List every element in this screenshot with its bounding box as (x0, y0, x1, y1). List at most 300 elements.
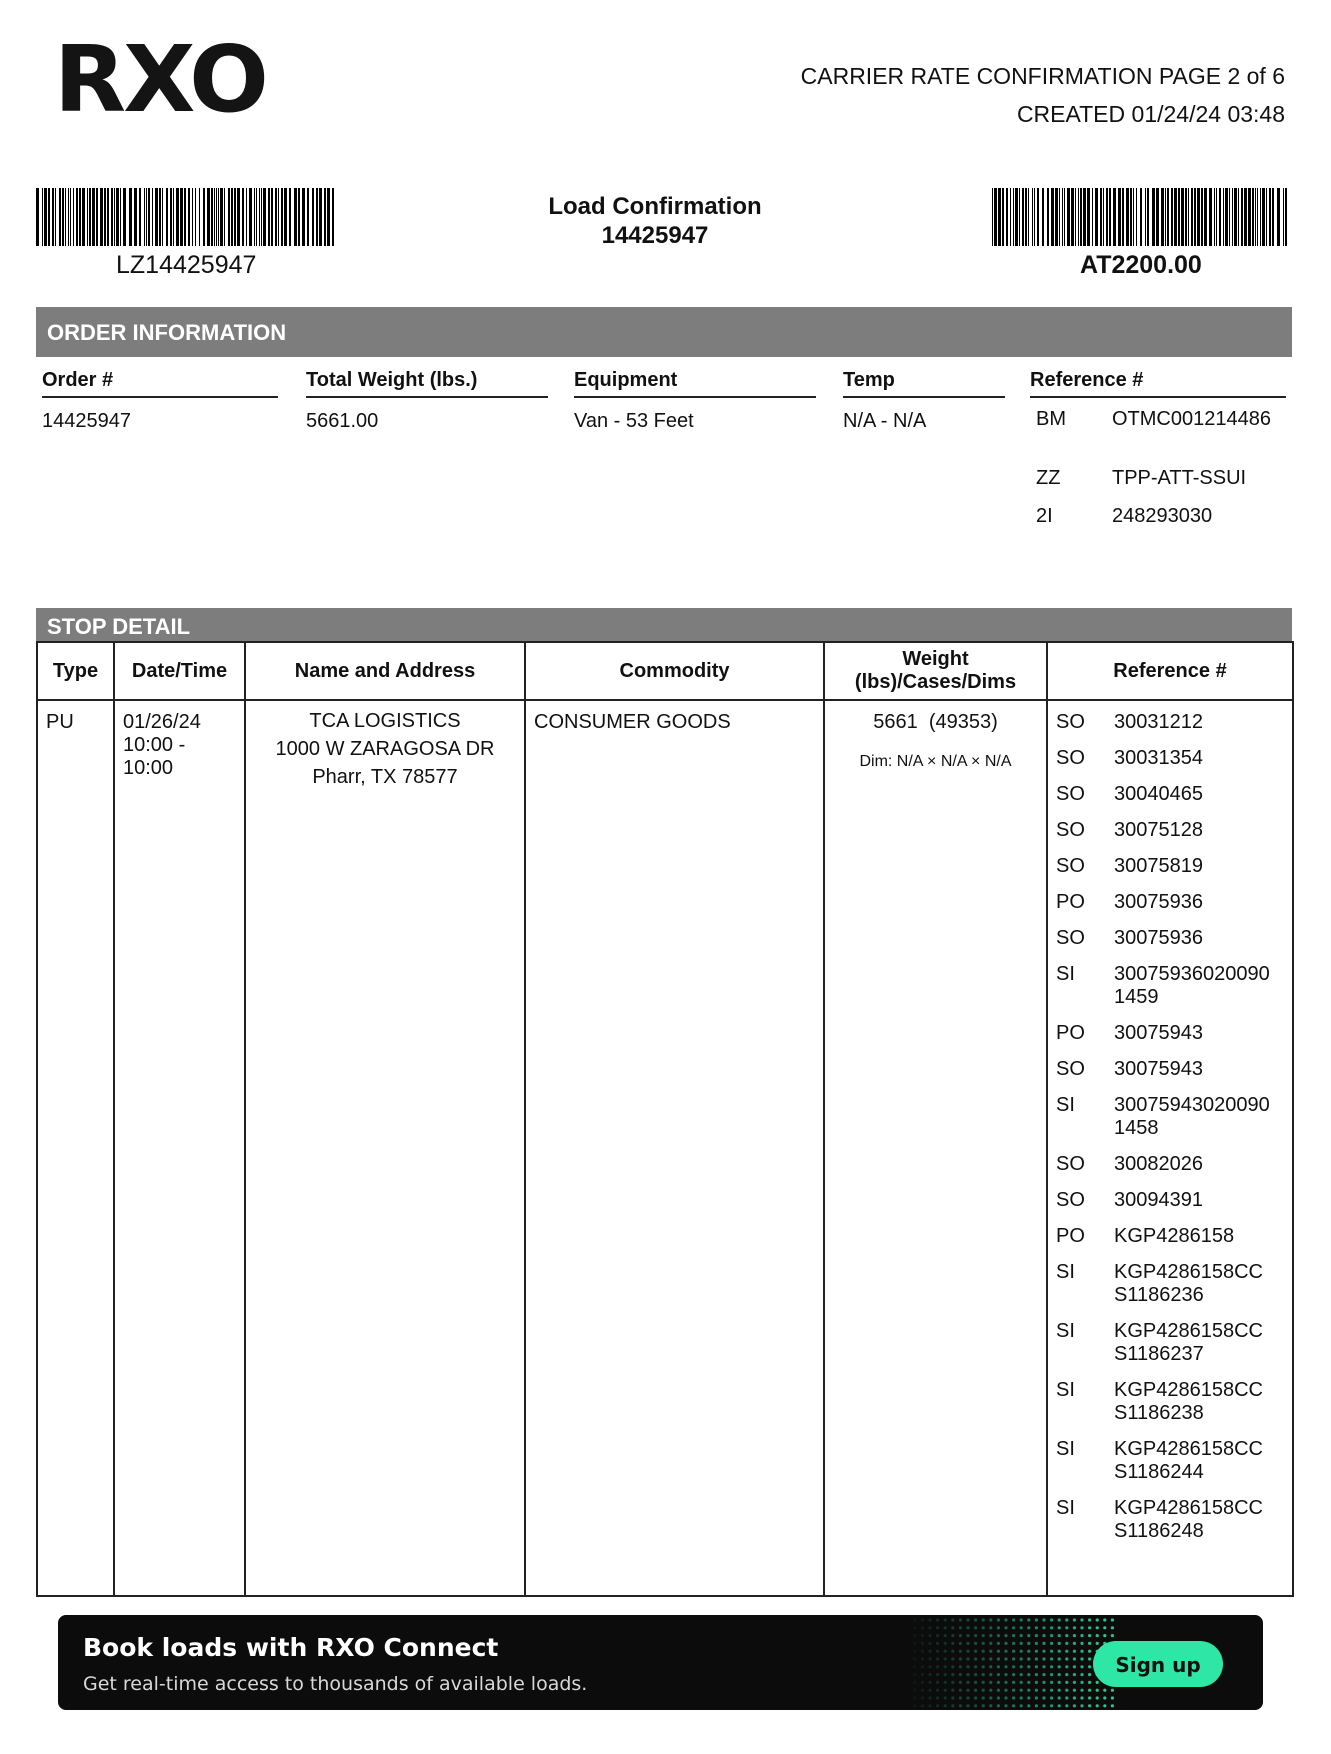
barcode-bar (1229, 188, 1230, 246)
barcode-bar (1034, 188, 1035, 246)
pattern-dot (1027, 1634, 1030, 1637)
pattern-dot (1096, 1704, 1099, 1707)
pattern-dot (1035, 1618, 1038, 1621)
pattern-dot (997, 1689, 1000, 1692)
barcode-bar (144, 188, 145, 246)
pattern-dot (936, 1642, 939, 1645)
barcode-bar (104, 188, 106, 246)
pattern-dot (1012, 1673, 1015, 1676)
pattern-dot (1111, 1704, 1114, 1707)
stop-weight-cases: 5661 (49353) (873, 711, 998, 733)
pattern-dot (1004, 1681, 1007, 1684)
barcode-bar (1113, 188, 1116, 246)
pattern-dot (989, 1681, 992, 1684)
barcode-bar (992, 188, 993, 246)
pattern-dot (989, 1626, 992, 1629)
stop-time-from: 10:00 - (123, 734, 186, 756)
pattern-dot (1058, 1704, 1061, 1707)
pattern-dot (974, 1618, 977, 1621)
reference-qualifier: SI (1056, 1379, 1075, 1401)
order-number-header: Order # (42, 369, 278, 398)
reference-qualifier: SO (1056, 1189, 1085, 1211)
pattern-dot (936, 1704, 939, 1707)
barcode-bar (1262, 188, 1265, 246)
barcode-bar (994, 188, 997, 246)
barcode-bar (1130, 188, 1132, 246)
stop-date: 01/26/24 (123, 711, 201, 733)
pattern-dot (1012, 1689, 1015, 1692)
barcode-bar (114, 188, 115, 246)
pattern-dot (982, 1681, 985, 1684)
barcode-bar (176, 188, 179, 246)
pattern-dot (1012, 1642, 1015, 1645)
barcode-bar (1078, 188, 1079, 246)
barcode-bar (271, 188, 273, 246)
pattern-dot (928, 1618, 931, 1621)
barcode-bar (1083, 188, 1086, 246)
pattern-dot (1004, 1665, 1007, 1668)
barcode-bar (1209, 188, 1212, 246)
pattern-dot (1080, 1665, 1083, 1668)
barcode-bar (1095, 188, 1098, 246)
pattern-dot (944, 1665, 947, 1668)
order-number-value: 14425947 (42, 410, 131, 432)
reference-qualifier: PO (1056, 1225, 1085, 1247)
dot-pattern-graphic (888, 1615, 1118, 1710)
reference-qualifier: SI (1056, 1438, 1075, 1460)
pattern-dot (1020, 1704, 1023, 1707)
pattern-dot (982, 1696, 985, 1699)
reference-value: 30075943 (1114, 1022, 1203, 1044)
load-title: Load Confirmation (548, 193, 762, 220)
barcode-bar (73, 188, 74, 246)
pattern-dot (1088, 1634, 1091, 1637)
pattern-dot (1065, 1704, 1068, 1707)
pattern-dot (1058, 1696, 1061, 1699)
pattern-dot (959, 1626, 962, 1629)
pattern-dot (1103, 1696, 1106, 1699)
barcode-bar (1283, 188, 1284, 246)
pattern-dot (1042, 1681, 1045, 1684)
pattern-dot (936, 1657, 939, 1660)
pattern-dot (1073, 1689, 1076, 1692)
pattern-dot (982, 1618, 985, 1621)
pattern-dot (1073, 1681, 1076, 1684)
pattern-dot (1020, 1626, 1023, 1629)
pattern-dot (1035, 1626, 1038, 1629)
pattern-dot (966, 1681, 969, 1684)
order-ref-qualifier: ZZ (1036, 467, 1061, 489)
barcode-bar (284, 188, 287, 246)
pattern-dot (1004, 1704, 1007, 1707)
pattern-dot (913, 1642, 916, 1645)
reference-qualifier: SO (1056, 819, 1085, 841)
stop-name-address-cell (245, 700, 525, 1596)
pattern-dot (1080, 1689, 1083, 1692)
barcode-bar (237, 188, 240, 246)
pattern-dot (913, 1673, 916, 1676)
pattern-dot (1042, 1673, 1045, 1676)
pattern-dot (1073, 1642, 1076, 1645)
pattern-dot (1050, 1618, 1053, 1621)
barcode-bar (1051, 188, 1054, 246)
pattern-dot (966, 1634, 969, 1637)
pattern-dot (951, 1704, 954, 1707)
barcode-bar (1269, 188, 1271, 246)
barcode-bar (1147, 188, 1149, 246)
pattern-dot (1035, 1696, 1038, 1699)
pattern-dot (1088, 1618, 1091, 1621)
barcode-bar (1234, 188, 1237, 246)
pattern-dot (966, 1650, 969, 1653)
pattern-dot (928, 1704, 931, 1707)
reference-value: KGP4286158CCS1186238 (1114, 1379, 1263, 1424)
pattern-dot (1050, 1704, 1053, 1707)
stop-detail-table (36, 641, 1294, 1597)
stop-name-address (246, 701, 524, 801)
barcode-bar (199, 188, 200, 246)
pattern-dot (989, 1657, 992, 1660)
barcode-bar (203, 188, 205, 246)
pattern-dot (921, 1657, 924, 1660)
pattern-dot (1004, 1689, 1007, 1692)
pattern-dot (989, 1673, 992, 1676)
reference-value: KGP4286158CCS1186248 (1114, 1497, 1263, 1542)
pattern-dot (1004, 1650, 1007, 1653)
pattern-dot (913, 1650, 916, 1653)
pattern-dot (928, 1642, 931, 1645)
barcode-bar (1028, 188, 1029, 246)
pattern-dot (1027, 1689, 1030, 1692)
barcode-bar (332, 188, 334, 246)
pattern-dot (1080, 1673, 1083, 1676)
barcode-bar (261, 188, 262, 246)
barcode-bar (1006, 188, 1008, 246)
name-address-header: Name and Address (245, 642, 525, 700)
pattern-dot (959, 1673, 962, 1676)
datetime-header: Date/Time (114, 642, 245, 700)
barcode-bar (1272, 188, 1274, 246)
barcode-bar (1055, 188, 1058, 246)
pattern-dot (944, 1634, 947, 1637)
stop-address-1: 1000 W ZARAGOSA DR (275, 738, 495, 760)
barcode-bar (55, 188, 56, 246)
barcode-bar (1191, 188, 1193, 246)
pattern-dot (1020, 1689, 1023, 1692)
pattern-dot (951, 1689, 954, 1692)
pattern-dot (921, 1696, 924, 1699)
barcode-bar (207, 188, 210, 246)
pattern-dot (974, 1626, 977, 1629)
barcode-bar (1140, 188, 1142, 246)
barcode-bar (48, 188, 50, 246)
stop-reference-cell (1047, 700, 1293, 1596)
pattern-dot (1080, 1634, 1083, 1637)
barcode-bar (234, 188, 236, 246)
pattern-dot (1111, 1634, 1114, 1637)
pattern-dot (1073, 1657, 1076, 1660)
pattern-dot (1058, 1618, 1061, 1621)
load-number: 14425947 (601, 222, 709, 249)
pattern-dot (1027, 1681, 1030, 1684)
pattern-dot (944, 1681, 947, 1684)
barcode-bar (134, 188, 137, 246)
pattern-dot (1111, 1696, 1114, 1699)
barcode-bar (195, 188, 196, 246)
equipment-column (574, 369, 816, 433)
pattern-dot (1073, 1650, 1076, 1653)
barcode-bar (1064, 188, 1065, 246)
pattern-dot (959, 1704, 962, 1707)
barcode-bar (129, 188, 132, 246)
pattern-dot (966, 1665, 969, 1668)
pattern-dot (989, 1696, 992, 1699)
barcode-bar (312, 188, 314, 246)
barcode-bar (192, 188, 193, 246)
pattern-dot (1080, 1618, 1083, 1621)
stop-type-cell (37, 700, 114, 1596)
pattern-dot (936, 1634, 939, 1637)
barcode-bar (1042, 188, 1044, 246)
barcode-bar (116, 188, 119, 246)
pattern-dot (944, 1704, 947, 1707)
barcode-bar (1067, 188, 1070, 246)
pattern-dot (966, 1618, 969, 1621)
barcode-bar (100, 188, 103, 246)
pattern-dot (997, 1642, 1000, 1645)
reference-header: Reference # (1047, 642, 1293, 700)
pattern-dot (1111, 1618, 1114, 1621)
barcode-bar (1010, 188, 1011, 246)
pattern-dot (1050, 1626, 1053, 1629)
pattern-dot (928, 1696, 931, 1699)
pattern-dot (1027, 1673, 1030, 1676)
barcode-bar (120, 188, 121, 246)
reference-value: 30094391 (1114, 1189, 1203, 1211)
pattern-dot (1096, 1626, 1099, 1629)
order-ref-value: 248293030 (1112, 505, 1213, 527)
barcode-bar (59, 188, 61, 246)
banner-subtitle: Get real-time access to thousands of available loads. (83, 1673, 588, 1695)
sign-up-button[interactable]: Sign up (1093, 1641, 1223, 1687)
barcode-bar (1047, 188, 1049, 246)
barcode-bar (1037, 188, 1039, 246)
barcode-bar (1277, 188, 1280, 246)
pattern-dot (1103, 1626, 1106, 1629)
barcode-bar (68, 188, 69, 246)
barcode-bar (1255, 188, 1256, 246)
pattern-dot (1042, 1626, 1045, 1629)
pattern-dot (1088, 1696, 1091, 1699)
pattern-dot (1004, 1696, 1007, 1699)
pattern-dot (921, 1650, 924, 1653)
stop-datetime (115, 701, 244, 790)
barcode-bar (155, 188, 158, 246)
pattern-dot (1004, 1626, 1007, 1629)
stop-weight (825, 701, 1046, 783)
pattern-dot (1073, 1618, 1076, 1621)
barcode-bar (1145, 188, 1146, 246)
pattern-dot (951, 1681, 954, 1684)
pattern-dot (1073, 1696, 1076, 1699)
pattern-dot (989, 1665, 992, 1668)
barcode-bar (249, 188, 252, 246)
pattern-dot (997, 1650, 1000, 1653)
pattern-dot (1065, 1634, 1068, 1637)
barcode-left (36, 188, 335, 246)
barcode-bar (44, 188, 47, 246)
pattern-dot (1065, 1657, 1068, 1660)
reference-qualifier: SO (1056, 1058, 1085, 1080)
barcode-bar (1100, 188, 1102, 246)
pattern-dot (1088, 1689, 1091, 1692)
pattern-dot (1058, 1634, 1061, 1637)
barcode-bar (1013, 188, 1014, 246)
barcode-bar (1219, 188, 1221, 246)
pattern-dot (913, 1696, 916, 1699)
pattern-dot (951, 1626, 954, 1629)
barcode-bar (1109, 188, 1111, 246)
pattern-dot (936, 1689, 939, 1692)
pattern-dot (982, 1673, 985, 1676)
pattern-dot (1088, 1704, 1091, 1707)
barcode-bar (42, 188, 43, 246)
pattern-dot (966, 1689, 969, 1692)
pattern-dot (1042, 1689, 1045, 1692)
pattern-dot (936, 1618, 939, 1621)
barcode-bar (246, 188, 247, 246)
pattern-dot (982, 1634, 985, 1637)
pattern-dot (951, 1650, 954, 1653)
pattern-dot (1103, 1704, 1106, 1707)
pattern-dot (1035, 1673, 1038, 1676)
pattern-dot (1020, 1634, 1023, 1637)
pattern-dot (1111, 1626, 1114, 1629)
pattern-dot (1080, 1642, 1083, 1645)
barcode-bar (70, 188, 71, 246)
barcode-bar (268, 188, 270, 246)
barcode-bar (152, 188, 153, 246)
pattern-dot (1088, 1642, 1091, 1645)
total-weight-column (306, 369, 548, 433)
pattern-dot (959, 1634, 962, 1637)
pattern-dot (1065, 1626, 1068, 1629)
barcode-bar (1122, 188, 1124, 246)
pattern-dot (1073, 1673, 1076, 1676)
barcode-bar (1015, 188, 1018, 246)
rxo-connect-banner[interactable] (58, 1615, 1263, 1710)
barcode-bar (1197, 188, 1200, 246)
barcode-bar (1133, 188, 1134, 246)
barcode-bar (307, 188, 309, 246)
temp-header: Temp (843, 369, 1005, 398)
barcode-bar (1214, 188, 1215, 246)
pattern-dot (982, 1642, 985, 1645)
pattern-dot (944, 1626, 947, 1629)
pattern-dot (989, 1704, 992, 1707)
equipment-header: Equipment (574, 369, 816, 398)
pattern-dot (1050, 1634, 1053, 1637)
pattern-dot (1065, 1650, 1068, 1653)
barcode-bar (216, 188, 217, 246)
pattern-dot (913, 1681, 916, 1684)
commodity-header: Commodity (525, 642, 824, 700)
stop-reference-list (1048, 701, 1292, 1556)
pattern-dot (936, 1626, 939, 1629)
pattern-dot (1027, 1618, 1030, 1621)
pattern-dot (997, 1704, 1000, 1707)
barcode-bar (92, 188, 95, 246)
order-ref-value: OTMC001214486 (1112, 408, 1271, 430)
pattern-dot (944, 1650, 947, 1653)
barcode-bar (1204, 188, 1207, 246)
pattern-dot (1042, 1665, 1045, 1668)
pattern-dot (997, 1626, 1000, 1629)
reference-qualifier: SO (1056, 927, 1085, 949)
pattern-dot (1088, 1673, 1091, 1676)
pattern-dot (1073, 1626, 1076, 1629)
banner-title: Book loads with RXO Connect (83, 1633, 499, 1662)
barcode-bar (139, 188, 141, 246)
pattern-dot (1012, 1681, 1015, 1684)
barcode-bar (1071, 188, 1074, 246)
pattern-dot (1035, 1681, 1038, 1684)
barcode-bar (107, 188, 109, 246)
barcode-bar (89, 188, 91, 246)
pattern-dot (1050, 1650, 1053, 1653)
pattern-dot (982, 1650, 985, 1653)
barcode-bar (214, 188, 215, 246)
pattern-dot (1050, 1642, 1053, 1645)
pattern-dot (989, 1689, 992, 1692)
pattern-dot (997, 1634, 1000, 1637)
barcode-bar (259, 188, 260, 246)
barcode-bar (65, 188, 66, 246)
pattern-dot (959, 1681, 962, 1684)
barcode-bar (1080, 188, 1082, 246)
barcode-bar (188, 188, 190, 246)
barcode-bar (1092, 188, 1093, 246)
barcode-right-label: AT2200.00 (1080, 251, 1202, 279)
barcode-bar (148, 188, 150, 246)
order-information-header: ORDER INFORMATION (36, 307, 1292, 357)
barcode-bar (1185, 188, 1187, 246)
pattern-dot (1027, 1704, 1030, 1707)
pattern-dot (1088, 1681, 1091, 1684)
pattern-dot (913, 1657, 916, 1660)
pattern-dot (1058, 1689, 1061, 1692)
pattern-dot (921, 1665, 924, 1668)
pattern-dot (1096, 1696, 1099, 1699)
pattern-dot (1012, 1657, 1015, 1660)
pattern-dot (936, 1673, 939, 1676)
pattern-dot (921, 1634, 924, 1637)
pattern-dot (1088, 1626, 1091, 1629)
order-ref-qualifier: BM (1036, 408, 1066, 430)
created-timestamp: CREATED 01/24/24 03:48 (1016, 101, 1285, 127)
barcode-bar (1002, 188, 1004, 246)
barcode-bar (1241, 188, 1243, 246)
pattern-dot (1096, 1642, 1099, 1645)
barcode-bar (1223, 188, 1224, 246)
reference-qualifier: PO (1056, 891, 1085, 913)
reference-value: KGP4286158CCS1186244 (1114, 1438, 1263, 1483)
equipment-value: Van - 53 Feet (574, 410, 694, 432)
load-confirmation-title (480, 192, 830, 250)
pattern-dot (1012, 1626, 1015, 1629)
stop-detail-header: STOP DETAIL (36, 608, 1292, 641)
pattern-dot (1058, 1642, 1061, 1645)
